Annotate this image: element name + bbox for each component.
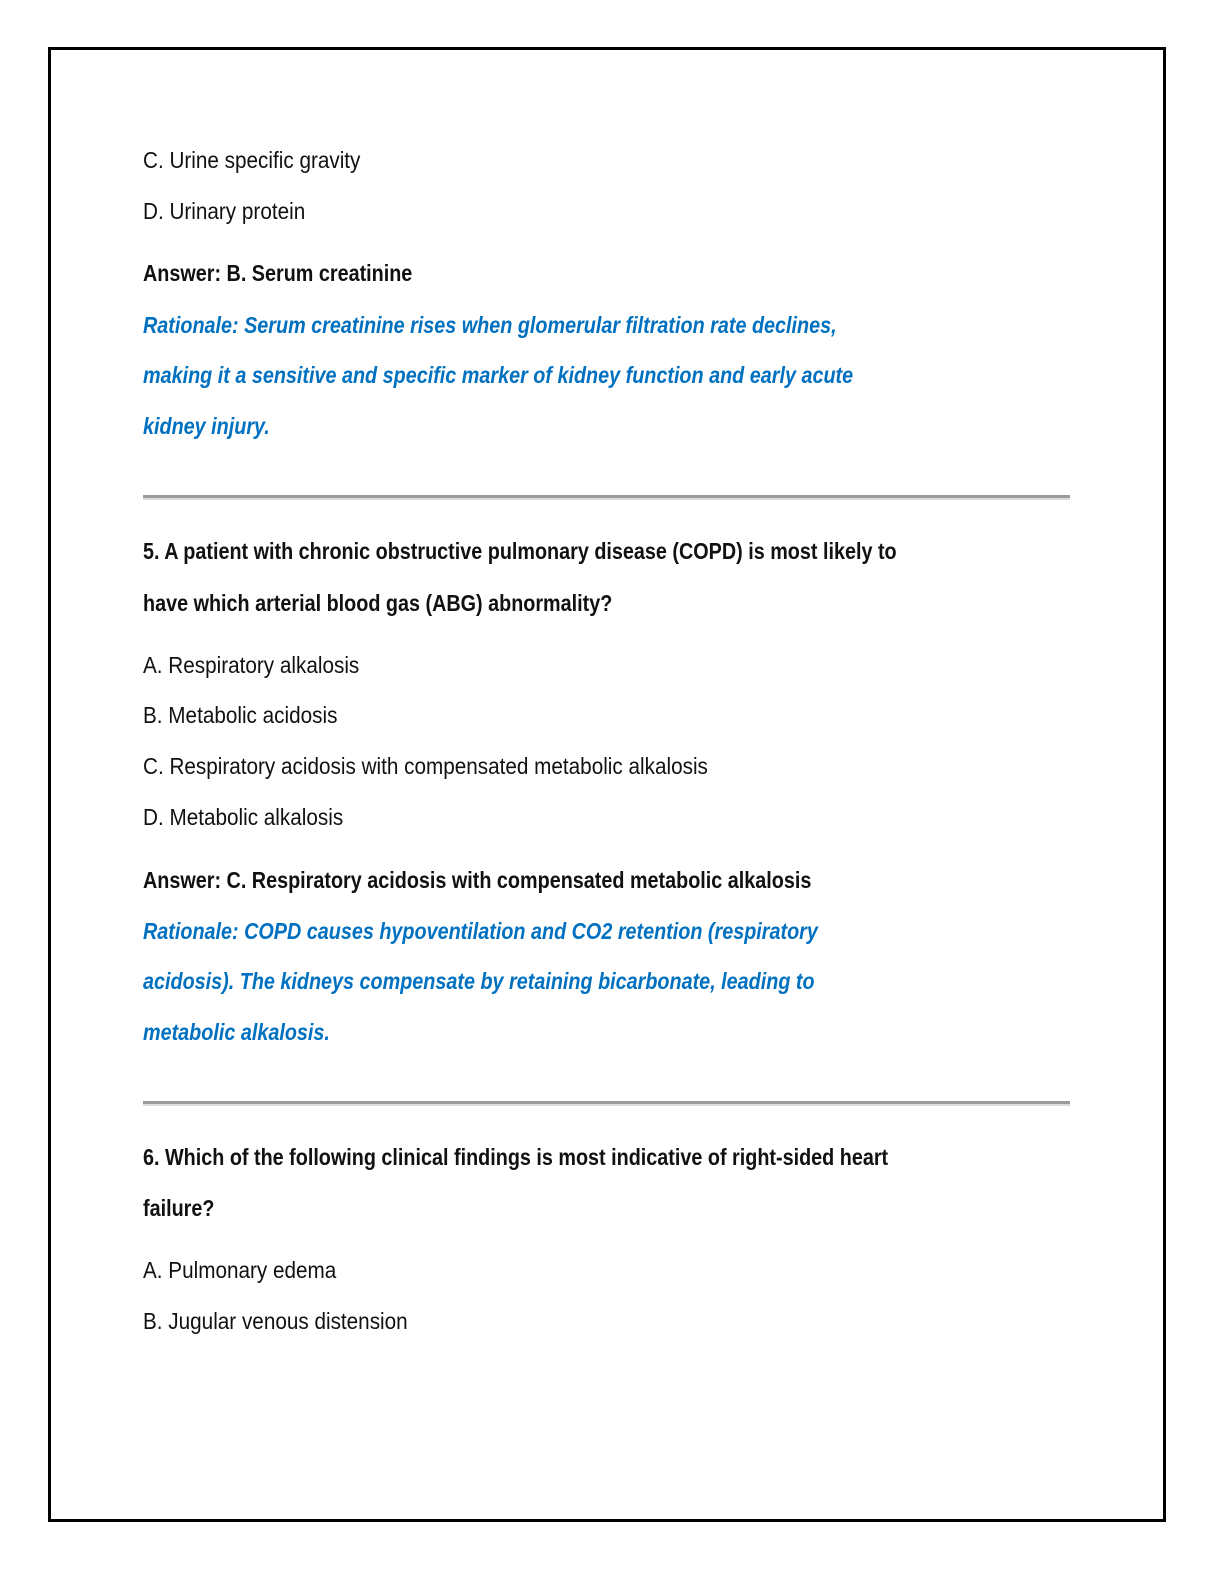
- answer-text: Answer: B. Serum creatinine: [143, 260, 413, 286]
- q5-rationale-line-3: metabolic alkalosis.: [143, 1019, 330, 1045]
- section-divider: [143, 1101, 1070, 1106]
- rationale-line-1: Rationale: Serum creatinine rises when glomerular filtration rate declines,: [143, 312, 837, 338]
- q5-option-a: A. Respiratory alkalosis: [143, 652, 360, 678]
- q5-option-b: B. Metabolic acidosis: [143, 702, 338, 728]
- q5-option-c: C. Respiratory acidosis with compensated metabolic alkalosis: [143, 753, 708, 779]
- question-5-line-1: 5. A patient with chronic obstructive pulmonary disease (COPD) is most likely to: [143, 538, 897, 564]
- rationale-line-3: kidney injury.: [143, 413, 270, 439]
- q6-option-a: A. Pulmonary edema: [143, 1257, 337, 1283]
- q6-option-b: B. Jugular venous distension: [143, 1308, 408, 1334]
- q5-option-d: D. Metabolic alkalosis: [143, 804, 344, 830]
- section-divider: [143, 495, 1070, 500]
- option-c: C. Urine specific gravity: [143, 147, 361, 173]
- q5-rationale-line-1: Rationale: COPD causes hypoventilation and CO2 retention (respiratory: [143, 918, 818, 944]
- question-6-line-2: failure?: [143, 1195, 215, 1221]
- q5-answer: Answer: C. Respiratory acidosis with compensated metabolic alkalosis: [143, 867, 812, 893]
- option-d: D. Urinary protein: [143, 198, 306, 224]
- question-5-line-2: have which arterial blood gas (ABG) abnormality?: [143, 590, 613, 616]
- q5-rationale-line-2: acidosis). The kidneys compensate by retaining bicarbonate, leading to: [143, 968, 815, 994]
- rationale-line-2: making it a sensitive and specific marker of kidney function and early acute: [143, 362, 854, 388]
- question-6-line-1: 6. Which of the following clinical findings is most indicative of right-sided heart: [143, 1144, 889, 1170]
